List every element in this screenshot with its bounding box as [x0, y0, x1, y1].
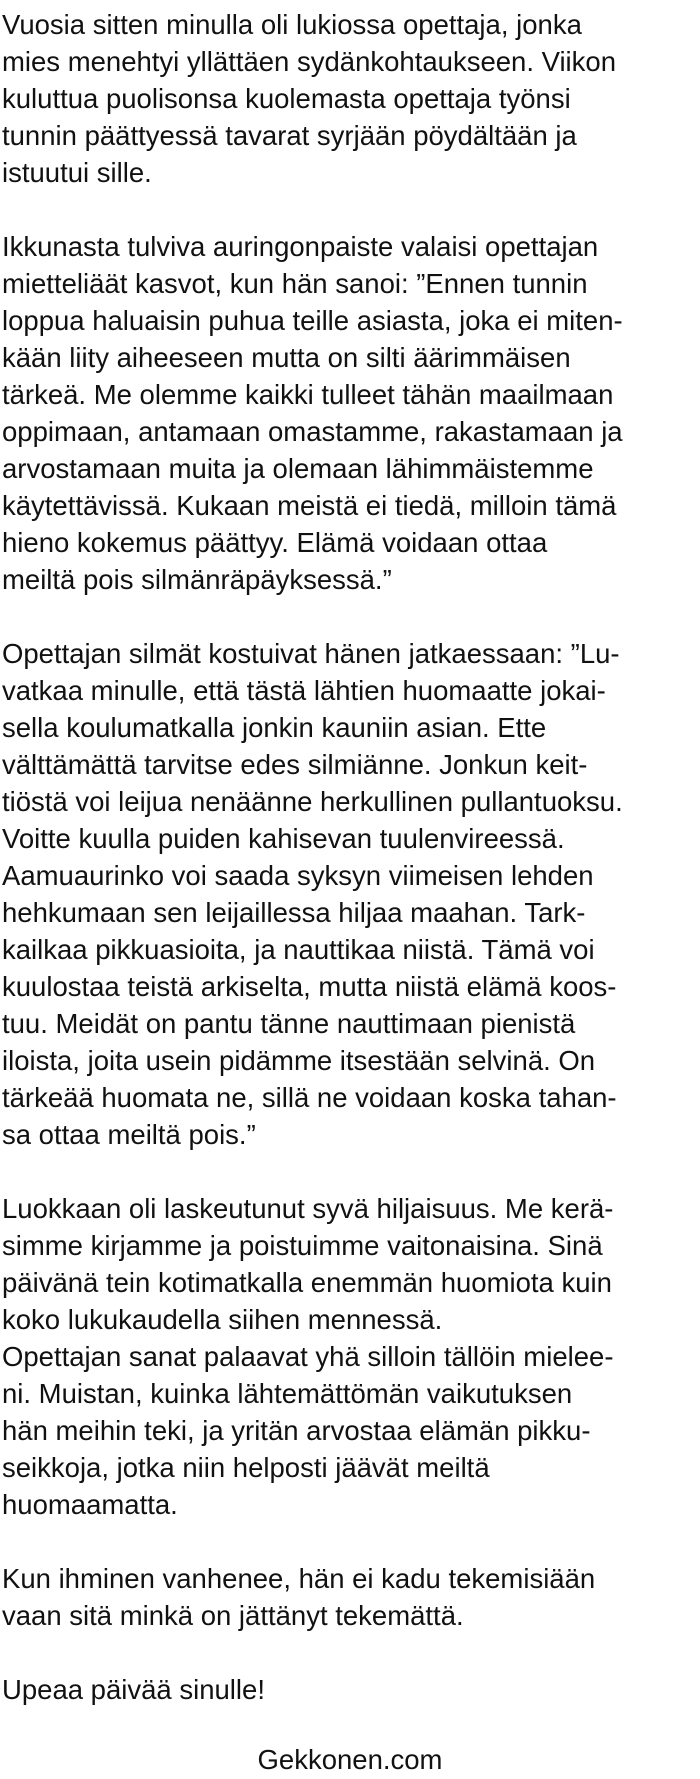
paragraph-intro: Vuosia sitten minulla oli lukiossa opettaja, jonka mies menehtyi yllättäen sydänkohtaukseen. Viikon kuluttua puolisonsa kuolemasta opettaja työnsi tunnin päättyessä tavarat syrjään pöydältään ja istuutui sille. — [2, 9, 617, 188]
paragraph-spacer — [2, 598, 696, 635]
paragraph-teacher-request: Opettajan silmät kostuivat hänen jatkaessaan: ”Lu- vatkaa minulle, että tästä lähtien huomaatte jokai- sella koulumatkalla jonkin kauniin asian. Ette välttämättä tarvitse edes silmiänne. Jonkun keit- tiöstä voi leijua nenäänne herkullinen pullantuoksu. Voitte kuulla puiden kahisevan tuulenvireessä. Aamuaurinko voi saada syksyn viimeisen lehden hehkumaan sen leijaillessa hiljaa maahan. Tark- kailkaa pikkuasioita, ja nauttikaa niistä. Tämä voi kuulostaa teistä arkiselta, mutta niistä elämä koos- tuu. Meidät on pantu tänne nauttimaan pienistä iloista, joita usein pidämme itsestään selvinä. On tärkeää huomata ne, sillä ne voidaan koska tahan- sa ottaa meiltä pois.” — [2, 638, 623, 1150]
paragraph-memory: Opettajan sanat palaavat yhä silloin tällöin mielee- ni. Muistan, kuinka lähtemättömän vaikutuksen hän meihin teki, ja yritän arvostaa elämän pikku- seikkoja, jotka niin helposti jäävät meiltä huomaamatta. — [2, 1341, 614, 1520]
paragraph-spacer — [2, 191, 696, 228]
paragraph-regret: Kun ihminen vanhenee, hän ei kadu tekemisiään vaan sitä minkä on jättänyt tekemättä. — [2, 1563, 596, 1631]
paragraph-greeting: Upeaa päivää sinulle! — [2, 1674, 265, 1705]
paragraph-teacher-speech: Ikkunasta tulviva auringonpaiste valaisi opettajan mietteliäät kasvot, kun hän sanoi: ”Ennen tunnin loppua haluaisin puhua teille asiasta, joka ei miten- kään liity aiheeseen mutta on silti äärimmäisen tärkeä. Me olemme kaikki tulleet tähän maailmaan oppimaan, antamaan omastamme, rakastamaan ja arvostamaan muita ja olemaan lähimmäistemme käytettävissä. Kukaan meistä ei tiedä, milloin tämä hieno kokemus päättyy. Elämä voidaan ottaa meiltä pois silmänräpäyksessä.” — [2, 231, 623, 595]
paragraph-spacer — [2, 1634, 696, 1671]
source-footer: Gekkonen.com — [257, 1744, 443, 1775]
paragraph-spacer — [2, 1523, 696, 1560]
paragraph-spacer — [2, 1153, 696, 1190]
paragraph-silence: Luokkaan oli laskeutunut syvä hiljaisuus. Me kerä- simme kirjamme ja poistuimme vaitonaisina. Sinä päivänä tein kotimatkalla enemmän huomiota kuin koko lukukaudella siihen mennessä. — [2, 1193, 614, 1335]
